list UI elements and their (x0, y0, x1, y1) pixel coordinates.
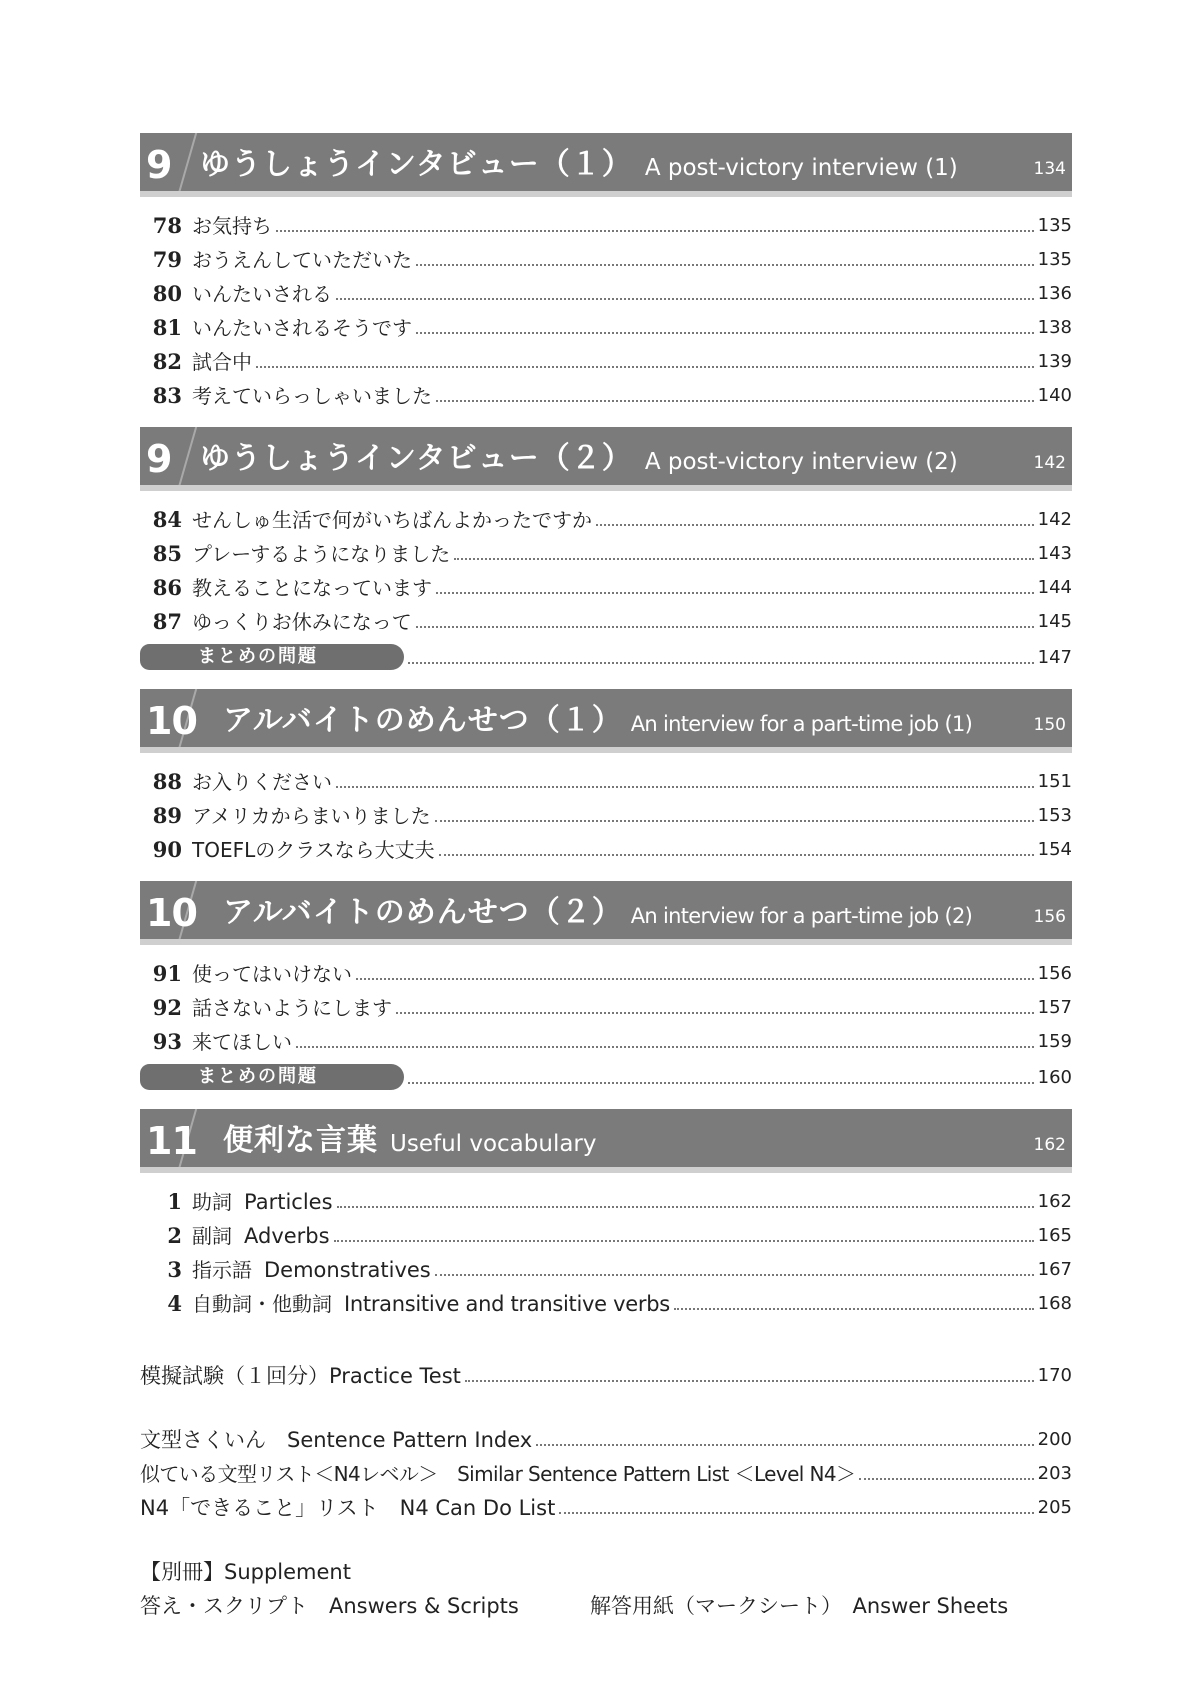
dot-leader (356, 978, 1034, 980)
entry-page: 135 (1037, 249, 1072, 270)
entry-text-en: Particles (244, 1190, 333, 1214)
toc-entry[interactable] (140, 831, 1072, 865)
dot-leader (454, 558, 1033, 560)
entry-list (140, 197, 1072, 427)
practice-test-entry[interactable] (140, 1357, 1072, 1391)
dot-leader (416, 332, 1034, 334)
chapter-number: 10 (146, 891, 197, 935)
toc-entry[interactable] (140, 1217, 1072, 1251)
entry-page: 144 (1037, 577, 1072, 598)
entry-page: 200 (1037, 1429, 1072, 1450)
chapter-header (140, 689, 1072, 753)
entry-text: プレーするようになりました (192, 542, 451, 566)
review-label: まとめの問題 (140, 644, 404, 670)
entry-page: 145 (1037, 611, 1072, 632)
review-exercise-entry[interactable] (140, 637, 1072, 673)
entry-text-wrap (192, 1187, 333, 1217)
entry-text: 副詞 (192, 1224, 232, 1248)
entry-number: 85 (152, 541, 182, 566)
entry-list (140, 491, 1072, 689)
dot-leader (674, 1308, 1034, 1310)
toc-entry[interactable] (140, 207, 1072, 241)
dot-leader (436, 400, 1034, 402)
spacer (140, 1335, 1072, 1357)
chapter-header (140, 133, 1072, 197)
entry-page: 147 (1037, 647, 1072, 668)
spacer (140, 1523, 1072, 1553)
entry-text: ゆっくりお休みになって (192, 610, 412, 634)
entry-number: 91 (152, 961, 182, 986)
entry-number: 82 (152, 349, 182, 374)
entry-number: 88 (152, 769, 182, 794)
toc-entry[interactable] (140, 343, 1072, 377)
entry-text: 使ってはいけない (192, 962, 352, 986)
chapter-title-jp: ゆうしょうインタビュー（２） (200, 441, 633, 476)
entry-text: 考えていらっしゃいました (192, 384, 432, 408)
entry-number: 81 (152, 315, 182, 340)
toc-entry[interactable] (140, 569, 1072, 603)
entry-text: 模擬試験（１回分）Practice Test (140, 1364, 461, 1388)
toc-entry[interactable] (140, 241, 1072, 275)
entry-text: おうえんしていただいた (192, 248, 412, 272)
dot-leader (416, 264, 1034, 266)
entry-text: アメリカからまいりました (192, 804, 431, 828)
entry-number: 84 (152, 507, 182, 532)
entry-page: 165 (1037, 1225, 1072, 1246)
chapter-title-jp: アルバイトのめんせつ（２） (223, 895, 623, 930)
entry-number: 4 (167, 1291, 182, 1316)
dot-leader (435, 820, 1034, 822)
dot-leader (408, 662, 1034, 664)
toc-entry[interactable] (140, 763, 1072, 797)
entry-text: 文型さくいん Sentence Pattern Index (140, 1428, 533, 1452)
toc-entry[interactable] (140, 955, 1072, 989)
chapter-header (140, 427, 1072, 491)
entry-page: 156 (1037, 963, 1072, 984)
supplement-answers[interactable]: 答え・スクリプト Answers & Scripts (140, 1594, 519, 1618)
entry-page: 139 (1037, 351, 1072, 372)
entry-number: 90 (152, 837, 182, 862)
entry-page: 160 (1037, 1067, 1072, 1088)
dot-leader (256, 366, 1034, 368)
entry-page: 143 (1037, 543, 1072, 564)
entry-text: TOEFLのクラスなら大丈夫 (192, 838, 435, 862)
toc-entry[interactable] (140, 1183, 1072, 1217)
entry-number: 3 (167, 1257, 182, 1282)
entry-text-en: Adverbs (244, 1224, 330, 1248)
toc-entry[interactable] (140, 275, 1072, 309)
dot-leader (435, 1274, 1034, 1276)
entry-text: いんたいされる (192, 282, 332, 306)
entry-text-wrap (192, 1289, 670, 1319)
entry-page: 167 (1037, 1259, 1072, 1280)
chapter-page: 142 (1033, 453, 1066, 473)
chapter-title-en: An interview for a part-time job (2) (630, 904, 973, 928)
review-exercise-entry[interactable] (140, 1057, 1072, 1093)
chapter-title-jp: アルバイトのめんせつ（１） (223, 703, 623, 738)
toc-entry[interactable] (140, 989, 1072, 1023)
entry-page: 170 (1037, 1365, 1072, 1386)
entry-text: 指示語 (192, 1258, 252, 1282)
chapter-title-en: An interview for a part-time job (1) (630, 712, 973, 736)
toc-entry[interactable] (140, 1285, 1072, 1319)
chapter-page: 134 (1033, 159, 1066, 179)
entry-page: 142 (1037, 509, 1072, 530)
chapter-header (140, 881, 1072, 945)
chapter-page: 150 (1033, 715, 1066, 735)
entry-text-en: Demonstratives (264, 1258, 431, 1282)
chapter-header (140, 1109, 1072, 1173)
entry-text: 教えることになっています (192, 576, 432, 600)
entry-page: 159 (1037, 1031, 1072, 1052)
entry-text: 自動詞・他動詞 (192, 1292, 332, 1316)
entry-text: 来てほしい (192, 1030, 292, 1054)
entry-text: 話さないようにします (192, 996, 392, 1020)
dot-leader (396, 1012, 1034, 1014)
entry-number: 78 (152, 213, 182, 238)
dot-leader (559, 1512, 1033, 1514)
toc-entry[interactable] (140, 797, 1072, 831)
dot-leader (337, 1206, 1034, 1208)
entry-page: 205 (1037, 1497, 1072, 1518)
entry-page: 153 (1037, 805, 1072, 826)
review-label: まとめの問題 (140, 1064, 404, 1090)
entry-number: 93 (152, 1029, 182, 1054)
index-entry[interactable] (140, 1421, 1072, 1455)
chapter-title-jp: 便利な言葉 (223, 1123, 378, 1158)
chapter-number: 10 (146, 699, 197, 743)
toc-entry[interactable] (140, 377, 1072, 411)
entry-text: お入りください (192, 770, 332, 794)
entry-list (140, 945, 1072, 1109)
dot-leader (416, 626, 1034, 628)
entry-page: 140 (1037, 385, 1072, 406)
toc-entry[interactable] (140, 603, 1072, 637)
entry-number: 83 (152, 383, 182, 408)
entry-number: 86 (152, 575, 182, 600)
entry-text-wrap (192, 1255, 431, 1285)
chapter-title-en: Useful vocabulary (390, 1131, 597, 1157)
dot-leader (408, 1082, 1034, 1084)
entry-page: 168 (1037, 1293, 1072, 1314)
dot-leader (336, 786, 1034, 788)
entry-text: せんしゅ生活で何がいちばんよかったですか (192, 508, 592, 532)
supplement-heading-text: 【別冊】Supplement (140, 1560, 351, 1584)
dot-leader (334, 1240, 1034, 1242)
entry-list (140, 1173, 1072, 1335)
entry-page: 151 (1037, 771, 1072, 792)
entry-text-en: Intransitive and transitive verbs (344, 1292, 670, 1316)
dot-leader (439, 854, 1034, 856)
dot-leader (436, 592, 1034, 594)
dot-leader (465, 1380, 1034, 1382)
toc-entry[interactable] (140, 1251, 1072, 1285)
dot-leader (859, 1478, 1033, 1480)
entry-text: お気持ち (192, 214, 272, 238)
entry-text: 助詞 (192, 1190, 232, 1214)
spacer (140, 1391, 1072, 1421)
entry-number: 89 (152, 803, 182, 828)
entry-text: 似ている文型リスト＜N4レベル＞ Similar Sentence Pattern List ＜Level N4＞ (140, 1462, 856, 1486)
dot-leader (296, 1046, 1034, 1048)
toc-entry[interactable] (140, 535, 1072, 569)
entry-number: 2 (167, 1223, 182, 1248)
entry-number: 1 (167, 1189, 182, 1214)
entry-page: 135 (1037, 215, 1072, 236)
entry-number: 79 (152, 247, 182, 272)
chapter-title-jp: ゆうしょうインタビュー（１） (200, 147, 633, 182)
entry-text-wrap (192, 1221, 330, 1251)
entry-page: 203 (1037, 1463, 1072, 1484)
toc-entry[interactable] (140, 1023, 1072, 1057)
entry-number: 92 (152, 995, 182, 1020)
chapter-page: 162 (1033, 1135, 1066, 1155)
entry-page: 154 (1037, 839, 1072, 860)
toc-entry[interactable] (140, 501, 1072, 535)
dot-leader (336, 298, 1034, 300)
table-of-contents (140, 133, 1072, 1621)
dot-leader (596, 524, 1034, 526)
entry-page: 157 (1037, 997, 1072, 1018)
index-entry[interactable] (140, 1455, 1072, 1489)
supplement-answer-sheets[interactable]: 解答用紙（マークシート） Answer Sheets (590, 1594, 1009, 1618)
chapter-number: 11 (146, 1119, 197, 1163)
dot-leader (536, 1444, 1033, 1446)
entry-text: 試合中 (192, 350, 252, 374)
chapter-page: 156 (1033, 907, 1066, 927)
entry-page: 136 (1037, 283, 1072, 304)
dot-leader (276, 230, 1034, 232)
index-entry[interactable] (140, 1489, 1072, 1523)
entry-page: 162 (1037, 1191, 1072, 1212)
toc-entry[interactable] (140, 309, 1072, 343)
chapter-title-en: A post-victory interview (2) (644, 449, 958, 475)
entry-text: N4「できること」リスト N4 Can Do List (140, 1496, 556, 1520)
entry-page: 138 (1037, 317, 1072, 338)
chapter-number: 9 (146, 143, 172, 187)
chapter-number: 9 (146, 437, 172, 481)
entry-text: いんたいされるそうです (192, 316, 412, 340)
supplement-items (140, 1587, 1072, 1621)
supplement-heading (140, 1553, 1072, 1587)
entry-list (140, 753, 1072, 881)
chapter-title-en: A post-victory interview (1) (644, 155, 958, 181)
entry-number: 80 (152, 281, 182, 306)
entry-number: 87 (152, 609, 182, 634)
